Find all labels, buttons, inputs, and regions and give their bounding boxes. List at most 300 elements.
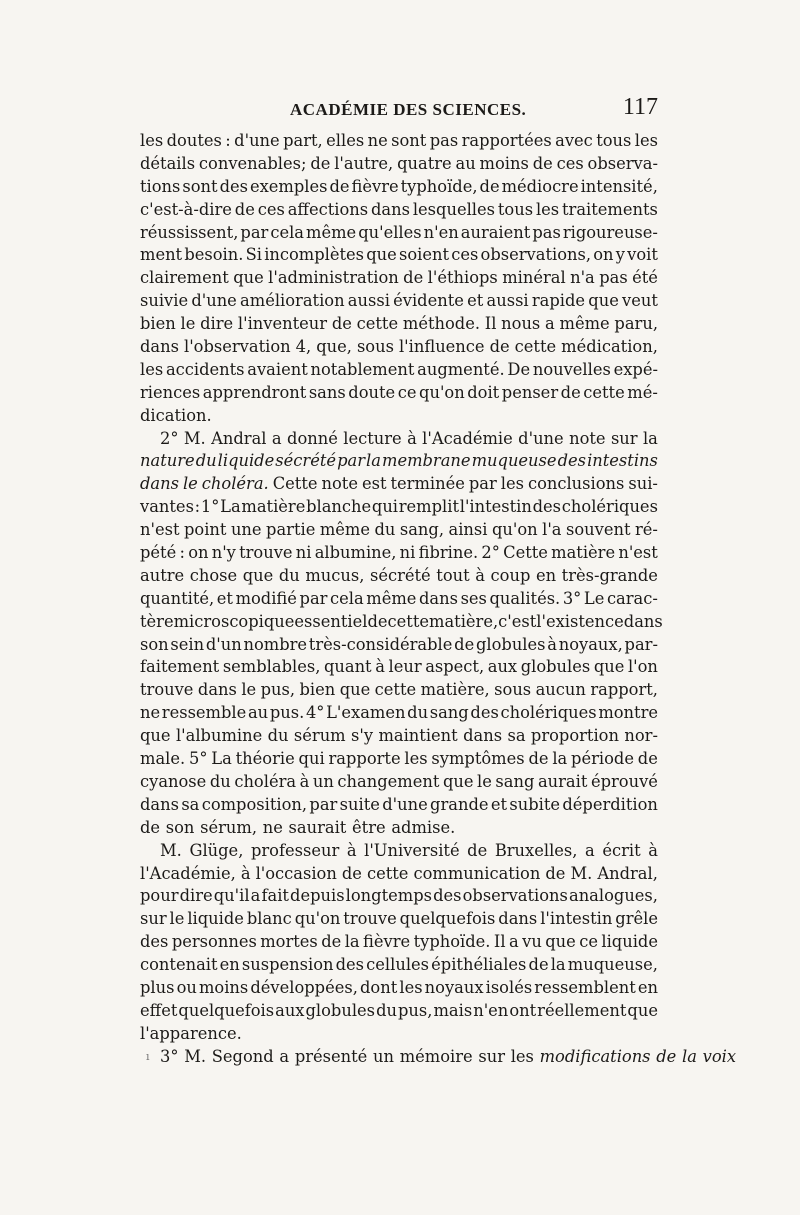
word: les <box>500 474 524 494</box>
word: personnes <box>171 932 257 952</box>
word: des <box>140 932 169 952</box>
word: isolés <box>485 977 533 997</box>
italic-word: intestins <box>587 451 658 471</box>
paragraph <box>140 1046 737 1069</box>
word: autre <box>140 565 185 585</box>
word: fait <box>261 886 289 906</box>
word: essentiel <box>294 611 368 631</box>
word: semblables, <box>222 657 321 677</box>
running-title: ACADÉMIE DES SCIENCES. <box>290 100 527 119</box>
word: aux <box>275 1000 305 1020</box>
word: quant <box>323 657 372 677</box>
word: de <box>532 153 553 173</box>
word: l'on <box>627 657 658 677</box>
word: la <box>344 932 360 952</box>
word: que <box>140 726 171 746</box>
text-line <box>140 450 658 473</box>
word: aucun <box>535 680 586 700</box>
text-line <box>140 794 658 817</box>
word: une <box>230 520 262 540</box>
word: n'en <box>423 222 459 242</box>
word: par <box>299 588 328 608</box>
word: sa <box>181 794 200 814</box>
word: auraient <box>460 222 531 242</box>
word: noyaux <box>424 977 484 997</box>
text-line <box>140 863 658 886</box>
word: les <box>510 1046 534 1066</box>
word: noyaux, <box>558 634 623 654</box>
word: 2° <box>160 428 179 448</box>
word: ni <box>399 543 416 563</box>
word: que, <box>316 337 352 357</box>
word: minéral <box>502 268 566 288</box>
word: elles <box>326 131 365 150</box>
word: grêle <box>615 909 658 929</box>
word: longtemps <box>345 886 432 906</box>
text-line <box>140 405 658 428</box>
word: augmenté. <box>417 359 505 379</box>
word: 1° <box>200 497 220 517</box>
word: un <box>312 771 334 791</box>
word: note <box>321 474 358 494</box>
word: dire <box>179 886 213 906</box>
word: du <box>376 1000 397 1020</box>
word: Bruxelles, <box>494 840 578 860</box>
word: l'intestin <box>459 497 532 517</box>
text-line <box>140 977 658 1000</box>
word: Cette <box>503 543 548 563</box>
word: que <box>627 1000 658 1020</box>
word: ment <box>140 245 183 265</box>
word: partie <box>266 520 316 540</box>
word: déperdition <box>562 794 658 814</box>
word: ses <box>460 588 487 608</box>
word: ne <box>367 131 388 150</box>
word: en <box>637 977 658 997</box>
word: qualités. <box>489 588 561 608</box>
text-line <box>140 496 658 519</box>
word: l'administration <box>268 268 399 288</box>
word: pas <box>429 131 459 150</box>
word: même <box>366 588 417 608</box>
word: bien <box>140 314 176 334</box>
word: ou <box>176 977 197 997</box>
word: ne <box>140 703 161 723</box>
word: contenait <box>140 955 218 975</box>
word: dans <box>370 199 410 219</box>
word: l'existence <box>536 611 624 631</box>
word: convenables; <box>198 153 307 173</box>
text-line <box>140 336 658 359</box>
word: d'une <box>518 428 564 448</box>
text-line <box>140 1000 658 1023</box>
word: cette <box>514 337 557 357</box>
text-line <box>140 931 658 954</box>
text-line <box>140 611 663 634</box>
word: incomplètes <box>264 245 365 265</box>
text-line <box>140 473 658 496</box>
word: le <box>180 314 196 334</box>
word: à <box>407 428 417 448</box>
word: mé- <box>627 382 658 402</box>
word: pus, <box>260 680 296 700</box>
word: effet <box>140 1000 178 1020</box>
word: doutes <box>166 131 222 150</box>
text-line <box>140 840 658 863</box>
word: l'a <box>542 520 562 540</box>
word: c'est <box>498 611 537 631</box>
word: globules <box>475 634 546 654</box>
word: notablement <box>310 359 415 379</box>
word: sur <box>140 909 167 929</box>
word: ré- <box>635 520 658 540</box>
word: leur <box>388 657 422 677</box>
word: blanc <box>246 909 292 929</box>
word: de <box>479 176 500 196</box>
word: en <box>219 955 240 975</box>
word: liquide <box>187 909 244 929</box>
page-number: 117 <box>622 94 658 120</box>
word: ressemble <box>161 703 247 723</box>
word: le <box>241 680 257 700</box>
word: muqueuse, <box>567 955 658 975</box>
word: que <box>593 657 625 677</box>
word: de <box>489 337 510 357</box>
word: fièvre <box>351 176 399 196</box>
word: sur <box>610 428 638 448</box>
word: par- <box>624 634 658 654</box>
word: du <box>374 520 396 540</box>
italic-word: nature <box>140 451 195 471</box>
word: et <box>216 588 233 608</box>
word: quatre <box>397 153 452 173</box>
word: n'a <box>570 268 595 288</box>
word: tions <box>140 176 181 196</box>
word: matière <box>551 543 616 563</box>
word: sécrété <box>369 565 431 585</box>
word: on <box>188 543 209 563</box>
word: du <box>278 565 300 585</box>
word: dans <box>419 588 458 608</box>
word: sans <box>308 382 346 402</box>
word: le <box>169 909 185 929</box>
word: qui <box>371 497 399 517</box>
word: l'observation <box>184 337 291 357</box>
word: quelquefois <box>399 909 496 929</box>
word: L'examen <box>326 703 406 723</box>
word: les <box>140 359 164 379</box>
word: sur <box>478 1046 505 1066</box>
text-line <box>140 679 658 702</box>
word: a <box>279 1046 290 1066</box>
word: ces <box>451 245 479 265</box>
italic-word: par <box>337 451 365 471</box>
word: au <box>455 153 476 173</box>
word: et <box>490 794 508 814</box>
text-line <box>140 1046 737 1069</box>
word: besoin. <box>184 245 244 265</box>
word: M. <box>160 840 182 860</box>
word: l'autre, <box>334 153 394 173</box>
word: l'éthiops <box>427 268 498 288</box>
body-text <box>140 130 737 1069</box>
word: admise. <box>391 817 456 837</box>
word: intensité, <box>580 176 658 196</box>
word: dans <box>498 909 538 929</box>
text-line <box>140 634 658 657</box>
word: cette <box>356 314 399 334</box>
word: ont <box>509 1000 537 1020</box>
word: sang <box>429 703 469 723</box>
italic-word: la <box>682 1046 697 1066</box>
italic-word: de <box>656 1046 677 1066</box>
word: que <box>233 268 264 288</box>
word: matière <box>241 497 306 517</box>
word: ainsi <box>448 520 488 540</box>
word: à <box>648 840 658 860</box>
word: à <box>547 634 557 654</box>
word: affections <box>287 199 369 219</box>
word: s'y <box>351 726 374 746</box>
word: faitement <box>140 657 220 677</box>
word: Il <box>484 314 497 334</box>
word: y <box>615 245 625 265</box>
word: globules <box>305 1000 376 1020</box>
word: tous <box>596 131 632 150</box>
word: riences <box>140 382 201 402</box>
word: réellement <box>537 1000 627 1020</box>
italic-word: sécrété <box>275 451 337 471</box>
word: l'Université <box>364 840 460 860</box>
word: : <box>225 131 231 150</box>
word: son <box>140 634 169 654</box>
word: l'albumine <box>175 726 263 746</box>
word: sa <box>507 726 526 746</box>
word: choléra <box>234 771 297 791</box>
word: analogues, <box>568 886 658 906</box>
word: dans <box>140 337 179 357</box>
word: de <box>367 611 388 631</box>
word: M. <box>570 863 593 883</box>
word: suite <box>339 794 380 814</box>
word: symptômes <box>431 749 525 769</box>
text-line <box>140 725 658 748</box>
word: suspension <box>241 955 334 975</box>
word: médication, <box>561 337 658 357</box>
word: période <box>571 749 634 769</box>
word: a <box>545 314 555 334</box>
word: typhoïde. <box>413 932 491 952</box>
word: n'est <box>140 520 180 540</box>
word: sui- <box>628 474 658 494</box>
word: tout <box>436 565 470 585</box>
word: détails <box>140 153 196 173</box>
word: à <box>375 657 385 677</box>
text-line <box>140 428 658 451</box>
text-line <box>140 702 658 725</box>
word: observa- <box>587 153 658 173</box>
word: des <box>219 176 248 196</box>
word: saurait <box>288 817 347 837</box>
word: n'est <box>618 543 658 563</box>
word: conclusions <box>527 474 625 494</box>
word: nor- <box>624 726 658 746</box>
word: du <box>407 703 429 723</box>
word: sérum, <box>200 817 257 837</box>
word: amélioration <box>240 291 345 311</box>
word: albumine, <box>314 543 397 563</box>
word: par <box>240 222 269 242</box>
word: soient <box>399 245 450 265</box>
word: dans <box>140 794 179 814</box>
word: moins <box>479 153 529 173</box>
word: cette <box>387 611 430 631</box>
word: sous <box>356 337 394 357</box>
word: la <box>550 955 566 975</box>
word: Le <box>583 588 605 608</box>
text-line <box>140 954 658 977</box>
text-line <box>140 656 658 679</box>
word: et <box>467 291 484 311</box>
word: trouve <box>343 909 397 929</box>
word: rapide <box>531 291 586 311</box>
word: de <box>637 749 658 769</box>
word: l'Académie <box>422 428 513 448</box>
word: que <box>366 245 397 265</box>
word: d'une <box>382 794 428 814</box>
word: qu'il <box>213 886 250 906</box>
word: lesquelles <box>412 199 495 219</box>
word: évidente <box>393 291 464 311</box>
word: dans <box>197 680 237 700</box>
word: depuis <box>290 886 345 906</box>
word: quantité, <box>140 588 215 608</box>
word: tère <box>140 611 174 631</box>
word: des <box>433 886 462 906</box>
word: que <box>242 565 274 585</box>
word: de <box>234 199 255 219</box>
word: cette <box>366 863 409 883</box>
word: sang <box>495 771 535 791</box>
word: doute <box>348 382 396 402</box>
word: M. <box>183 428 206 448</box>
word: chose <box>189 565 238 585</box>
word: 5° <box>188 749 208 769</box>
word: rigoureuse- <box>562 222 658 242</box>
word: Segond <box>211 1046 274 1066</box>
word: la <box>642 428 658 448</box>
word: mémoire <box>399 1046 473 1066</box>
word: mais <box>433 1000 473 1020</box>
word: de <box>341 863 362 883</box>
word: matière, <box>420 680 490 700</box>
word: qu'on <box>419 382 465 402</box>
word: très-considérable <box>308 634 453 654</box>
word: qu'on <box>491 520 538 540</box>
word: doit <box>467 382 500 402</box>
word: par <box>468 474 497 494</box>
word: aussi <box>486 291 529 311</box>
word: mortes <box>260 932 318 952</box>
word: du <box>267 726 289 746</box>
word: à <box>346 840 357 860</box>
word: de <box>454 634 475 654</box>
word: sont <box>391 131 427 150</box>
word: d'un <box>205 634 242 654</box>
word: fièvre <box>363 932 411 952</box>
word: matière, <box>429 611 499 631</box>
word: quelquefois <box>178 1000 275 1020</box>
word: pus. <box>269 703 305 723</box>
text-line <box>140 313 658 336</box>
word: accidents <box>165 359 245 379</box>
word: M. <box>184 1046 207 1066</box>
word: suivie <box>140 291 189 311</box>
word: l'apparence. <box>140 1023 242 1043</box>
word: qu'on <box>294 909 341 929</box>
word: ni <box>295 543 312 563</box>
word: très-grande <box>561 565 658 585</box>
word: composition, <box>201 794 308 814</box>
word: cette <box>583 382 625 402</box>
word: observations <box>462 886 568 906</box>
text-line <box>140 267 658 290</box>
text-line <box>140 542 658 565</box>
word: éprouvé <box>590 771 658 791</box>
word: de <box>331 314 352 334</box>
text-line <box>140 359 658 382</box>
italic-word: membrane <box>382 451 471 471</box>
word: aux <box>487 657 518 677</box>
word: La <box>211 749 232 769</box>
word: part, <box>283 131 323 150</box>
word: que <box>442 771 474 791</box>
italic-word: voix <box>702 1046 737 1066</box>
word: Il <box>493 932 506 952</box>
word: même <box>306 222 357 242</box>
word: nombre <box>243 634 308 654</box>
word: l'occasion <box>255 863 337 883</box>
word: d'une <box>234 131 280 150</box>
word: n'y <box>211 543 236 563</box>
word: Andral <box>211 428 267 448</box>
word: sein <box>170 634 205 654</box>
word: Glüge, <box>189 840 244 860</box>
word: apprendront <box>202 382 307 402</box>
page-header <box>140 96 658 126</box>
word: a <box>585 840 595 860</box>
word: cela <box>330 588 364 608</box>
word: : <box>194 497 201 517</box>
word: l'inventeur <box>237 314 328 334</box>
word: cholériques <box>500 703 597 723</box>
word: communication <box>413 863 541 883</box>
word: sont <box>182 176 218 196</box>
text-line <box>140 222 658 245</box>
word: pas <box>599 268 628 288</box>
word: développées, <box>250 977 358 997</box>
text-line <box>140 817 658 840</box>
word: 3° <box>562 588 582 608</box>
word: ces <box>257 199 285 219</box>
word: voit <box>627 245 658 265</box>
word: du <box>209 771 231 791</box>
word: à <box>299 771 310 791</box>
word: la <box>552 749 568 769</box>
word: liquide <box>601 932 658 952</box>
word: cyanose <box>140 771 207 791</box>
word: trouve <box>140 680 194 700</box>
